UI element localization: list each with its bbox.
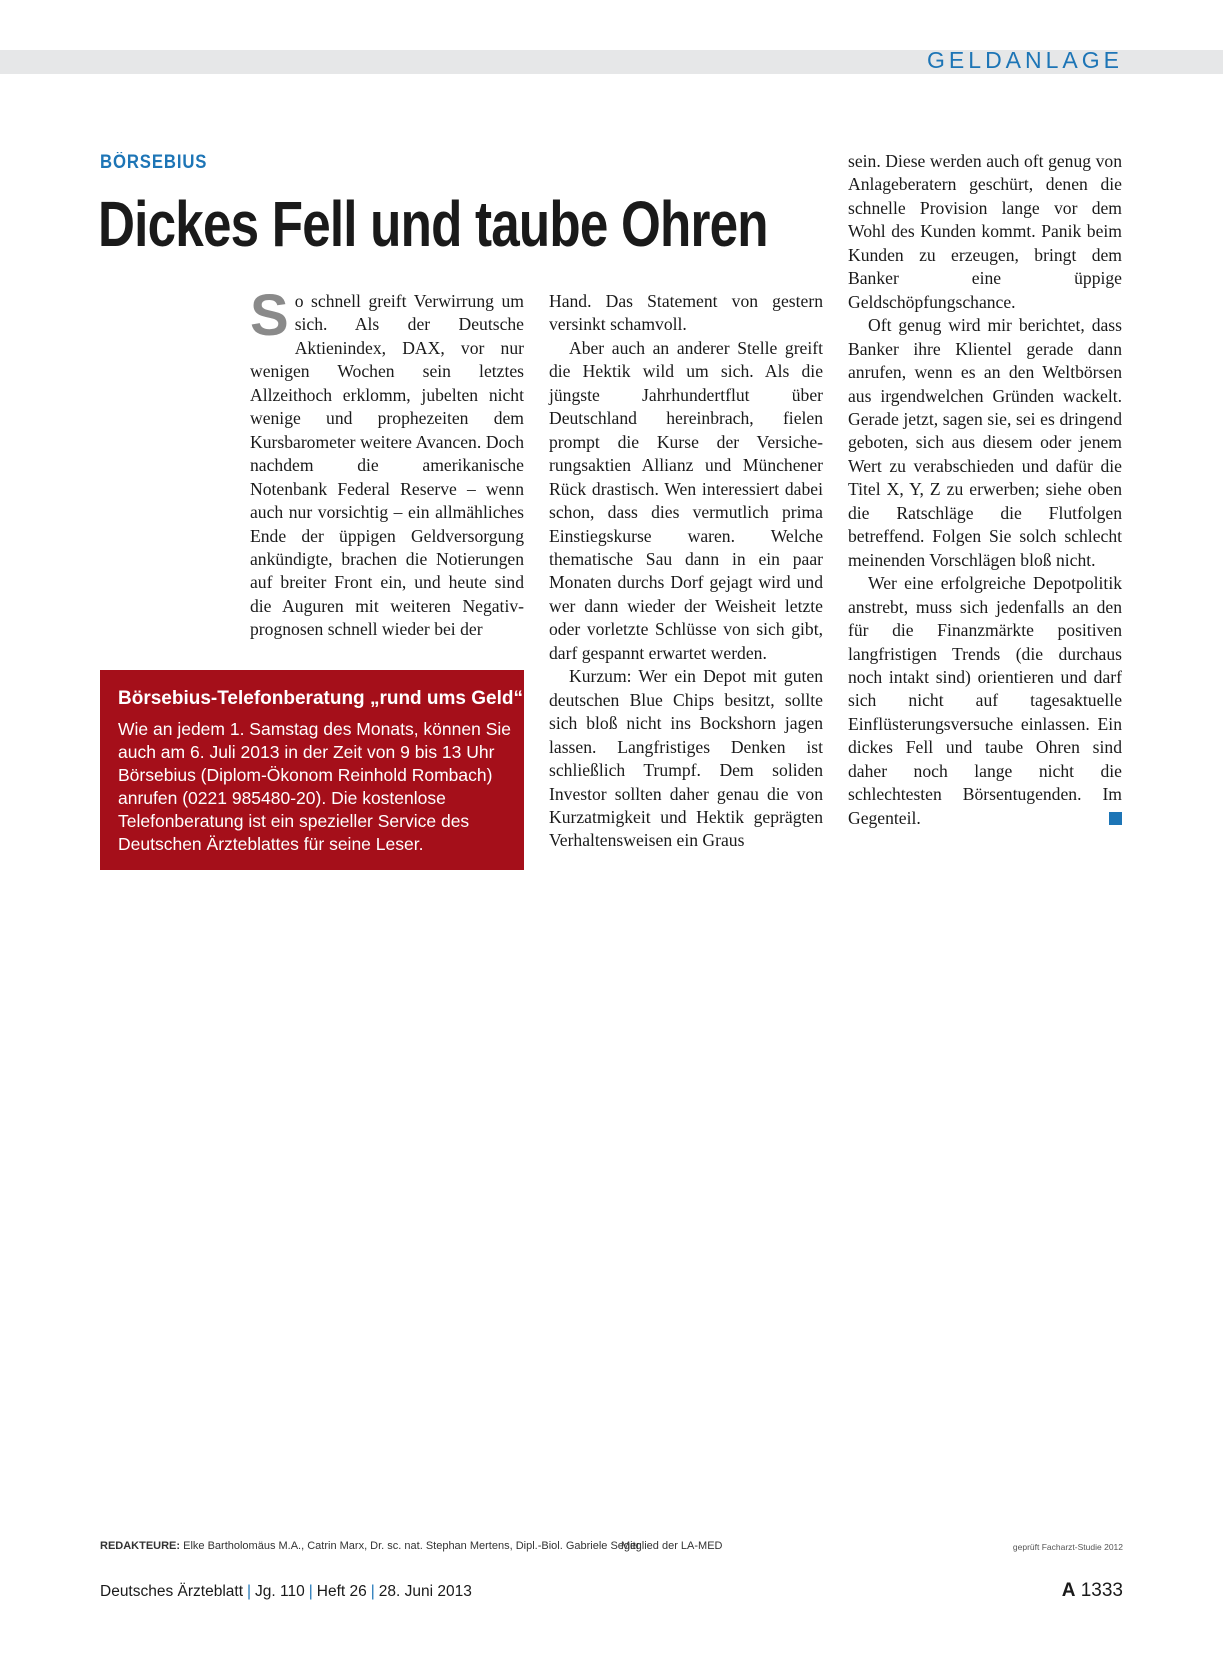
- article-kicker: BÖRSEBIUS: [100, 152, 208, 173]
- separator: |: [370, 1583, 375, 1600]
- drop-cap: S: [250, 283, 289, 348]
- info-box-line: Wie an jedem 1. Samstag des Monats, können Sie: [118, 719, 511, 739]
- info-box-line: Deutschen Ärzteblattes für seine Leser.: [118, 834, 424, 854]
- article-column-3: [848, 150, 1122, 830]
- info-box: [100, 670, 524, 870]
- footer-editors: [100, 1540, 640, 1552]
- info-box-line: Börsebius (Diplom-Ökonom Reinhold Rombach): [118, 765, 493, 785]
- journal-date: 28. Juni 2013: [378, 1583, 472, 1600]
- info-box-line: Telefonberatung ist ein spezieller Service des: [118, 811, 470, 831]
- separator: |: [247, 1583, 252, 1600]
- paragraph: sein. Diese werden auch oft genug von Anlageberatern geschürt, denen die schnelle Provision lange vor dem Wohl des Kunden kommt. Panik beim Kunden zu erzeugen, bringt dem Banker eine üppige Geldschöpfungschance.: [848, 151, 1122, 312]
- editors-names: Elke Bartholomäus M.A., Catrin Marx, Dr. sc. nat. Stephan Mertens, Dipl.-Biol. Gabriele Seger: [183, 1540, 640, 1552]
- section-label: GELDANLAGE: [927, 47, 1123, 73]
- separator: |: [308, 1583, 313, 1600]
- journal-issue: Heft 26: [316, 1583, 367, 1600]
- info-box-line: auch am 6. Juli 2013 in der Zeit von 9 bis 13 Uhr: [118, 742, 495, 762]
- page-number: [1062, 1580, 1123, 1602]
- journal-name: Deutsches Ärzteblatt: [100, 1583, 244, 1600]
- info-box-line: anrufen (0221 985480-20). Die kostenlose: [118, 788, 446, 808]
- editors-label: REDAKTEURE:: [100, 1540, 181, 1552]
- paragraph: Oft genug wird mir berichtet, dass Banker ihre Klientel gerade dann anrufen, wenn es an den Weltbörsen aus irgendwelchen Gründen wackelt. Gerade jetzt, sagen sie, sei es dringend geboten, sich aus diesem oder jenem Wert zu verabschieden und dafür die Titel X, Y, Z zu erwerben; siehe oben die Ratschläge die Flutfolgen betreffend. Folgen Sie solch schlecht meinenden Vorschlägen bloß nicht.: [848, 315, 1122, 570]
- paragraph-text: Wer eine erfolgreiche Depotpolitik anstrebt, muss sich jedenfalls an den für die Finanzmärkte positiven langfristigen Trends (die durchaus noch intakt sind) orientieren und darf sich nicht auf tagesaktuelle Einflüsterungsversuche einlassen. Ein dickes Fell und taube Ohren sind daher noch lange nicht die schlechtesten Börsentugenden. Im Gegenteil.: [848, 573, 1122, 828]
- paragraph: Kurzum: Wer ein Depot mit guten deutschen Blue Chips besitzt, sollte sich bloß nicht ins Bockshorn jagen lassen. Langfristiges Denken ist schließlich Trumpf. Dem soliden Investor sollten daher genau die von Kurzatmigkeit und Hektik geprägten Verhaltensweisen ein Graus: [549, 666, 823, 851]
- article-column-2: [549, 290, 823, 853]
- article-column-1: [250, 283, 524, 642]
- paragraph: [250, 283, 524, 642]
- footer-journal-line: [100, 1583, 472, 1601]
- footer-certification: geprüft Facharzt-Studie 2012: [1012, 1542, 1123, 1552]
- article-headline: Dickes Fell und taube Ohren: [98, 188, 768, 260]
- page-number-value: 1333: [1080, 1580, 1123, 1601]
- end-of-article-mark: [1109, 812, 1122, 825]
- paragraph: Aber auch an anderer Stelle greift die Hektik wild um sich. Als die jüngste Jahrhundertflut über Deutschland hereinbrach, fielen prompt die Kurse der Versicherungsaktien Allianz und Münchener Rück drastisch. Wen interessiert dabei schon, dass dies vermutlich prima Einstiegskurse waren. Welche thematische Sau dann in ein paar Monaten durchs Dorf gejagt wird und wer dann wieder der Weisheit letzte oder vorletzte Schlüsse von sich gibt, darf gespannt erwartet werden.: [549, 337, 823, 663]
- paragraph-text: o schnell greift Verwirrung um sich. Als der Deutsche Aktienindex, DAX, vor nur wenigen Wochen sein letztes Allzeithoch erklomm, jubelten nicht wenige und prophezeiten dem Kursbarometer weitere Avancen. Doch nachdem die amerikanische Notenbank Federal Reserve – wenn auch nur vorsichtig – ein allmähliches Ende der üppigen Geldversorgung ankündigte, brachen die Notierungen auf breiter Front ein, und heute sind die Auguren mit weiteren Negativprognosen schnell wieder bei der: [250, 291, 524, 640]
- paragraph: Hand. Das Statement von gestern versinkt schamvoll.: [549, 291, 823, 335]
- paragraph: [848, 572, 1122, 830]
- journal-volume: Jg. 110: [255, 1583, 305, 1600]
- footer-membership: Mitglied der LA-MED: [621, 1540, 723, 1552]
- page-prefix: A: [1061, 1580, 1076, 1601]
- info-box-title: Börsebius-Telefonberatung „rund ums Geld“: [118, 688, 524, 709]
